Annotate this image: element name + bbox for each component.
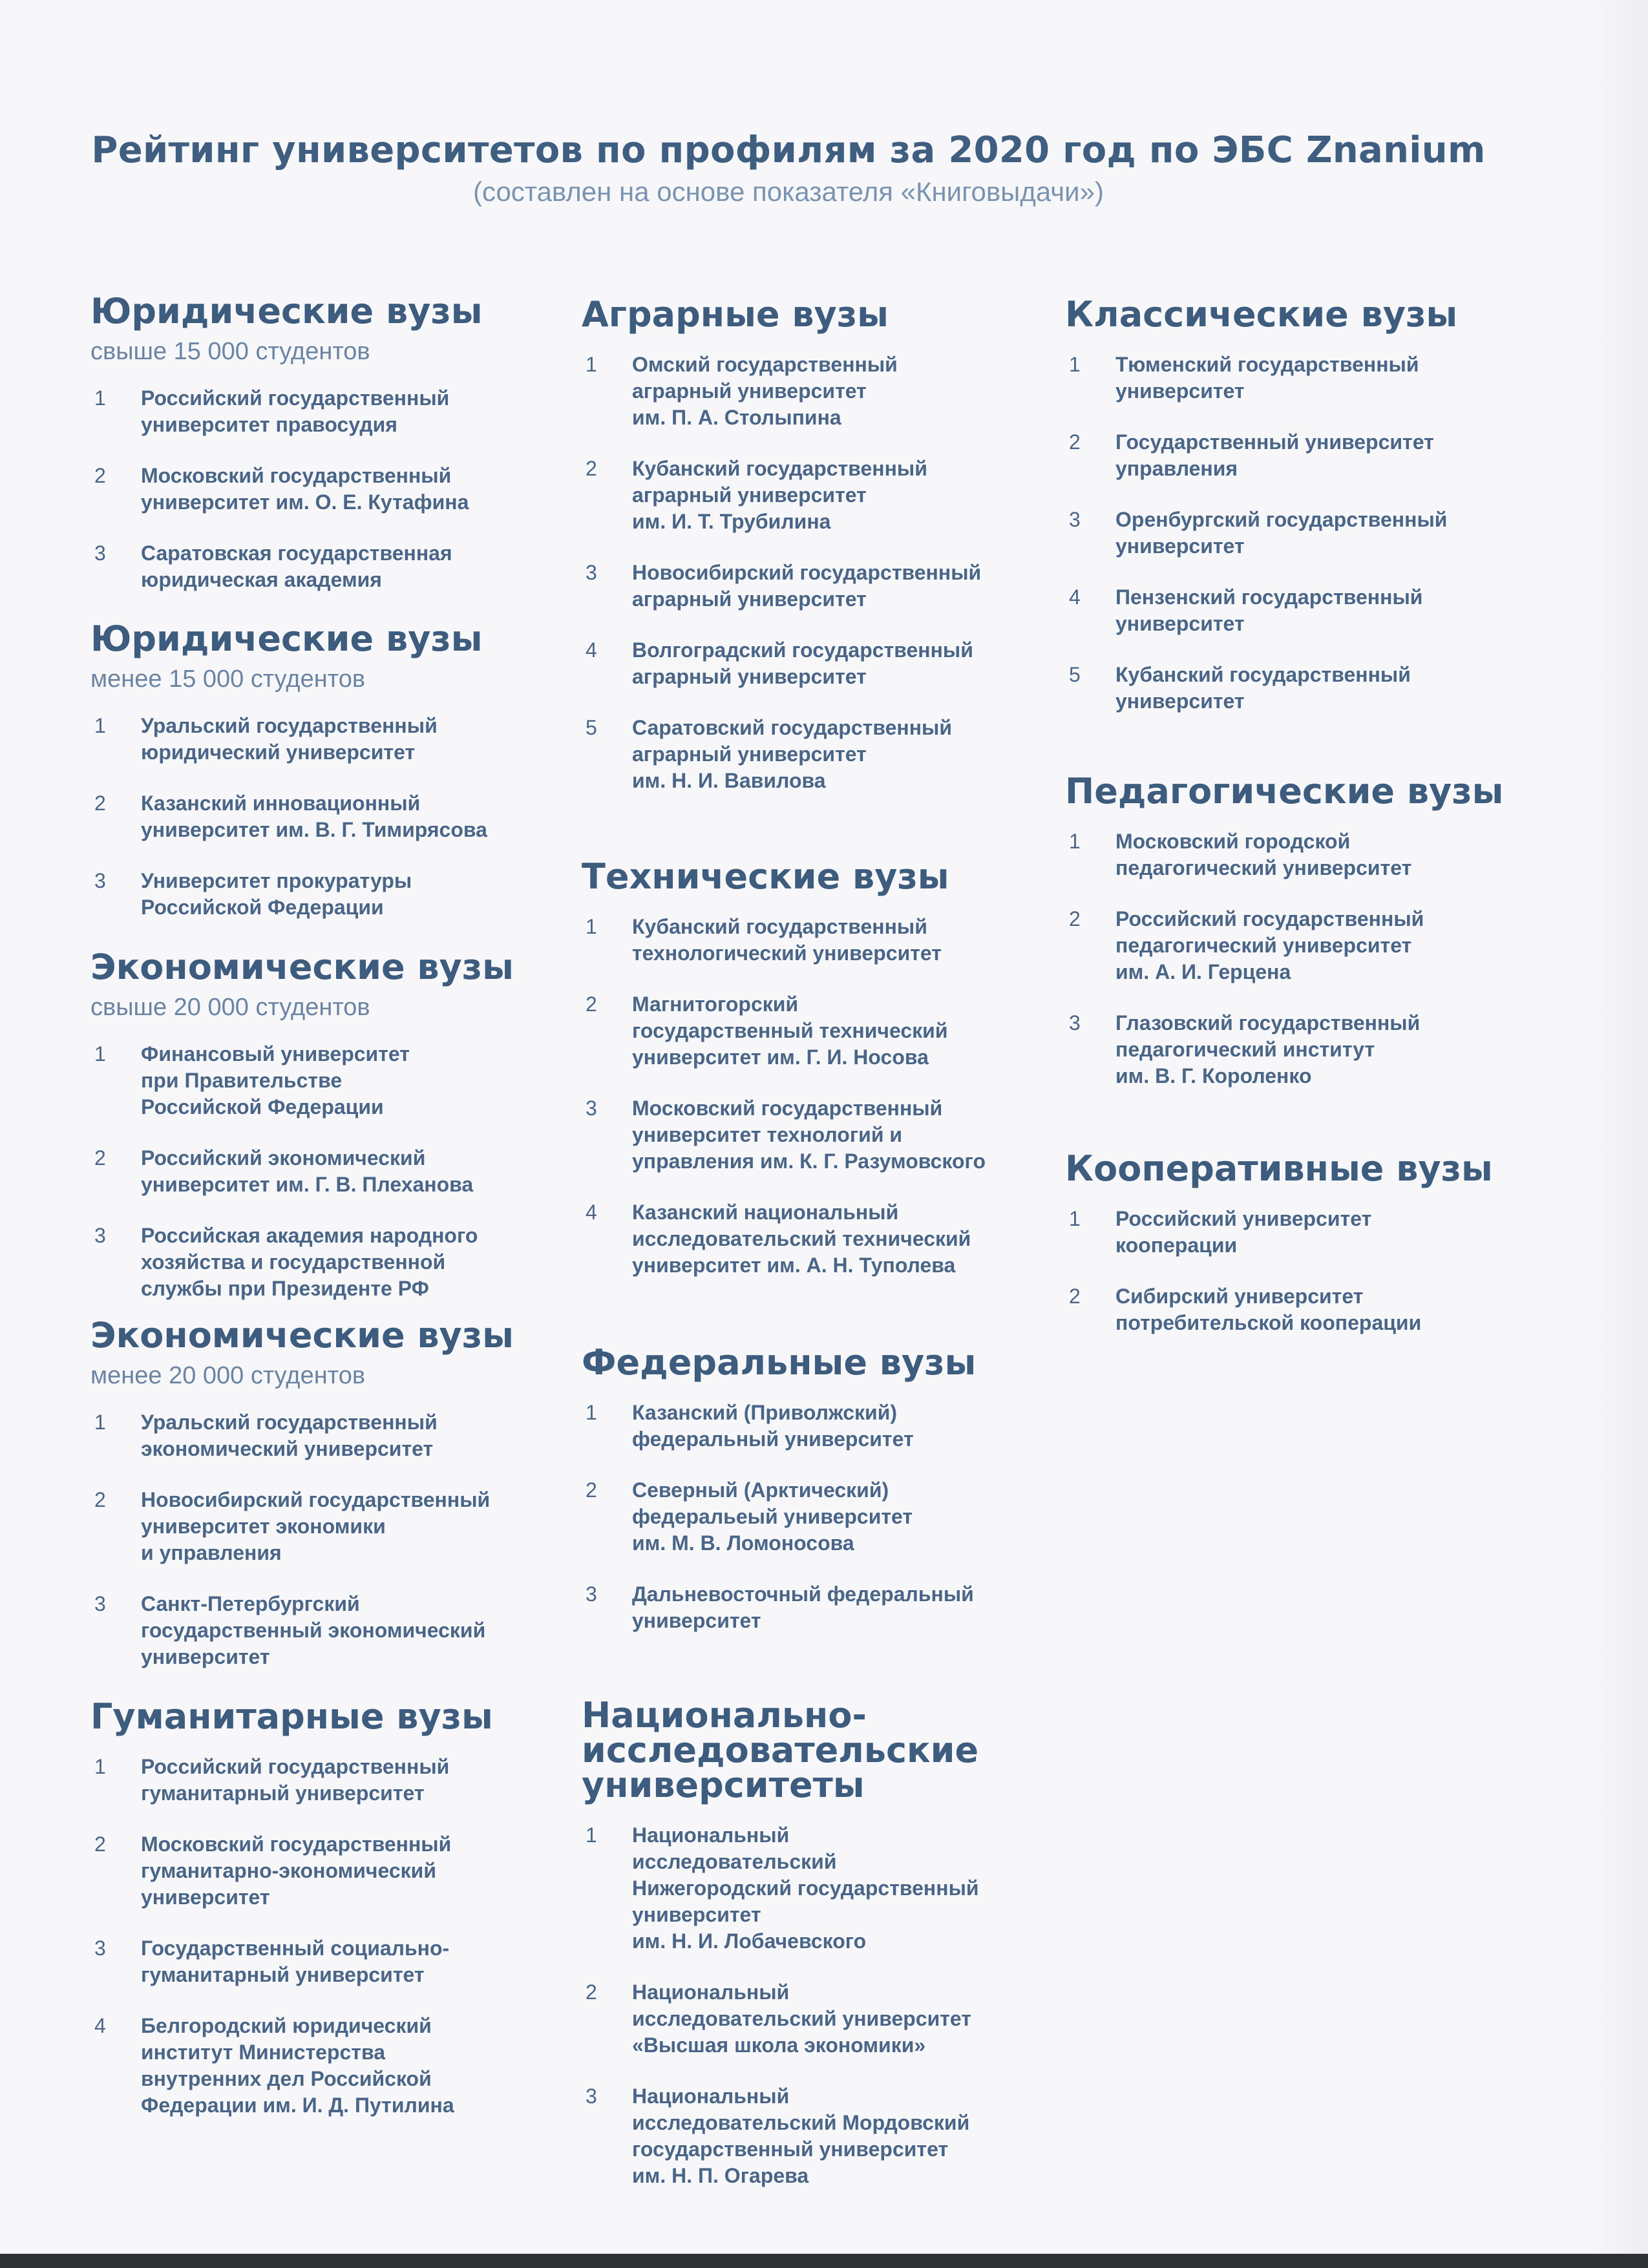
ranking-item [582, 1979, 1060, 2059]
ranking-item [90, 1145, 556, 1198]
rank-number: 1 [94, 1755, 106, 1778]
ranking-list [90, 1409, 556, 1670]
university-name: Тюменский государственный университет [1115, 353, 1419, 403]
section-title: Гуманитарные вузы [90, 1696, 493, 1737]
rank-number: 1 [586, 353, 597, 376]
university-name: Дальневосточный федеральный университет [632, 1582, 974, 1632]
rank-number: 2 [94, 464, 106, 487]
ranking-item [1065, 352, 1530, 404]
university-name: Государственный социально- гуманитарный университет [141, 1937, 450, 1986]
ranking-item [90, 1487, 556, 1566]
rank-number: 3 [94, 1592, 106, 1615]
section-title: Экономические вузы [90, 1315, 514, 1356]
ranking-item [90, 540, 543, 593]
ranking-item [1065, 507, 1530, 560]
section-humanities [90, 1696, 556, 2143]
rank-number: 3 [94, 1937, 106, 1960]
ranking-item [582, 1822, 1060, 1955]
page-subtitle: (составлен на основе показателя «Книговыдачи») [472, 176, 1104, 207]
rank-number: 3 [94, 869, 106, 892]
rank-number: 4 [1069, 585, 1081, 609]
section-research [582, 1695, 1060, 2214]
rank-number: 2 [94, 792, 106, 815]
section-subtitle: свыше 15 000 студентов [90, 338, 370, 365]
section-title: Юридические вузы [90, 618, 483, 659]
section-title: Педагогические вузы [1065, 771, 1504, 812]
ranking-item [90, 1041, 556, 1120]
rank-number: 3 [94, 541, 106, 565]
university-name: Государственный университет управления [1115, 430, 1434, 480]
ranking-item [582, 456, 1047, 535]
section-subtitle: менее 20 000 студентов [90, 1362, 366, 1389]
university-name: Московский государственный гуманитарно-экономический университет [141, 1832, 452, 1909]
university-name: Омский государственный аграрный университет им. П. А. Столыпина [632, 353, 898, 429]
section-law-big [90, 291, 543, 618]
university-name: Волгоградский государственный аграрный университет [632, 638, 973, 688]
university-name: Российский государственный педагогический университет им. А. И. Герцена [1115, 907, 1424, 983]
ranking-item [582, 352, 1047, 431]
ranking-item [90, 1831, 556, 1911]
rank-number: 2 [1069, 1285, 1081, 1308]
ranking-item [582, 1581, 1047, 1634]
ranking-item [1065, 1010, 1530, 1089]
rank-number: 4 [586, 638, 597, 662]
section-federal [582, 1342, 1047, 1659]
ranking-item [90, 1754, 556, 1807]
rank-number: 2 [94, 1832, 106, 1856]
rank-number: 1 [1069, 830, 1081, 853]
rank-number: 2 [586, 992, 597, 1016]
ranking-item [90, 713, 543, 766]
rank-number: 1 [94, 386, 106, 410]
rank-number: 1 [586, 915, 597, 938]
rank-number: 1 [94, 1042, 106, 1066]
rank-number: 5 [586, 716, 597, 739]
university-name: Московский государственный университет технологий и управления им. К. Г. Разумовского [632, 1097, 986, 1173]
section-title: Аграрные вузы [582, 294, 889, 335]
rank-number: 3 [586, 2084, 597, 2108]
university-name: Национальный исследовательский Нижегородский государственный университет им. Н. И. Лобачевского [632, 1823, 979, 1953]
scan-edge-right [1593, 0, 1648, 2268]
section-pedagogical [1065, 771, 1530, 1114]
university-name: Российский университет кооперации [1115, 1207, 1372, 1257]
university-name: Пензенский государственный университет [1115, 585, 1423, 635]
scan-edge-bottom [0, 2254, 1648, 2268]
university-name: Глазовский государственный педагогический институт им. В. Г. Короленко [1115, 1011, 1421, 1087]
ranking-item [582, 560, 1047, 613]
ranking-item [90, 1591, 556, 1670]
section-law-small [90, 618, 543, 945]
section-title: Экономические вузы [90, 947, 514, 987]
section-subtitle: свыше 20 000 студентов [90, 994, 370, 1021]
section-title: Кооперативные вузы [1065, 1148, 1493, 1189]
university-name: Национальный исследовательский Мордовский государственный университет им. Н. П. Огарева [632, 2084, 970, 2187]
rank-number: 1 [1069, 1207, 1081, 1230]
ranking-list [90, 713, 543, 921]
rank-number: 2 [586, 1478, 597, 1502]
ranking-item [1065, 662, 1530, 715]
ranking-item [90, 790, 543, 843]
ranking-item [582, 2083, 1060, 2189]
rank-number: 3 [586, 1097, 597, 1120]
ranking-list [582, 1400, 1047, 1634]
rank-number: 3 [586, 1582, 597, 1606]
university-name: Кубанский государственный технологический университет [632, 915, 942, 965]
ranking-list [582, 1822, 1060, 2189]
university-name: Казанский инновационный университет им. В. Г. Тимирясова [141, 792, 487, 841]
ranking-item [90, 868, 543, 921]
rank-number: 3 [586, 561, 597, 584]
rank-number: 5 [1069, 663, 1081, 686]
university-name: Кубанский государственный университет [1115, 663, 1411, 713]
rank-number: 1 [586, 1823, 597, 1847]
university-name: Уральский государственный экономический университет [141, 1411, 438, 1460]
section-classical [1065, 294, 1530, 739]
rank-number: 2 [94, 1146, 106, 1170]
rank-number: 2 [586, 457, 597, 480]
university-name: Московский городской педагогический университет [1115, 830, 1412, 879]
university-name: Российский государственный университет правосудия [141, 386, 450, 436]
section-title: Федеральные вузы [582, 1342, 977, 1383]
rank-number: 1 [94, 714, 106, 737]
university-name: Российская академия народного хозяйства и государственной службы при Президенте РФ [141, 1224, 478, 1300]
university-name: Национальный исследовательский университет «Высшая школа экономики» [632, 1980, 971, 2057]
university-name: Сибирский университет потребительской кооперации [1115, 1285, 1422, 1334]
section-agrarian [582, 294, 1047, 819]
ranking-item [582, 1477, 1047, 1557]
section-cooperative [1065, 1148, 1530, 1361]
rank-number: 4 [586, 1201, 597, 1224]
university-name: Российский экономический университет им. Г. В. Плеханова [141, 1146, 474, 1196]
university-name: Северный (Арктический) федеральеый университет им. М. В. Ломоносова [632, 1478, 913, 1555]
university-name: Саратовский государственный аграрный университет им. Н. И. Вавилова [632, 716, 953, 792]
section-technical [582, 856, 1060, 1303]
ranking-list [90, 385, 543, 593]
rank-number: 2 [94, 1488, 106, 1511]
ranking-list [1065, 1206, 1530, 1336]
ranking-item [1065, 906, 1530, 985]
rank-number: 2 [1069, 907, 1081, 930]
ranking-item [582, 715, 1047, 794]
university-name: Оренбургский государственный университет [1115, 508, 1448, 558]
ranking-item [90, 2013, 556, 2119]
ranking-item [582, 1095, 1060, 1175]
rank-number: 4 [94, 2014, 106, 2037]
university-name: Уральский государственный юридический университет [141, 714, 438, 764]
ranking-list [90, 1041, 556, 1302]
ranking-list [1065, 352, 1530, 715]
ranking-list [582, 352, 1047, 794]
ranking-item [582, 637, 1047, 690]
university-name: Университет прокуратуры Российской Федерации [141, 869, 412, 919]
section-title: Юридические вузы [90, 291, 483, 331]
ranking-item [582, 914, 1060, 967]
rank-number: 2 [586, 1980, 597, 2004]
ranking-item [90, 1935, 556, 1988]
university-name: Российский государственный гуманитарный университет [141, 1755, 450, 1805]
document-header [0, 129, 1577, 207]
ranking-item [90, 463, 543, 516]
ranking-list [90, 1754, 556, 2119]
ranking-item [1065, 1283, 1530, 1336]
section-econ-big [90, 947, 556, 1327]
ranking-item [1065, 828, 1530, 881]
rank-number: 1 [586, 1401, 597, 1424]
university-name: Магнитогорский государственный технический университет им. Г. И. Носова [632, 992, 948, 1069]
section-title: Национально- исследовательские университеты [582, 1695, 979, 1805]
university-name: Финансовый университет при Правительстве Российской Федерации [141, 1042, 410, 1118]
ranking-item [90, 1223, 556, 1302]
rank-number: 3 [1069, 1011, 1081, 1034]
ranking-item [1065, 429, 1530, 482]
page-title: Рейтинг университетов по профилям за 2020 год по ЭБС Znanium [91, 129, 1486, 171]
rank-number: 1 [94, 1411, 106, 1434]
university-name: Казанский национальный исследовательский технический университет им. А. Н. Туполева [632, 1201, 971, 1277]
university-name: Санкт-Петербургский государственный экономический университет [141, 1592, 486, 1668]
ranking-item [1065, 584, 1530, 637]
ranking-list [1065, 828, 1530, 1089]
section-subtitle: менее 15 000 студентов [90, 666, 366, 693]
university-name: Московский государственный университет им. О. Е. Кутафина [141, 464, 469, 514]
university-name: Новосибирский государственный университет экономики и управления [141, 1488, 491, 1564]
section-econ-small [90, 1315, 556, 1695]
university-name: Кубанский государственный аграрный университет им. И. Т. Трубилина [632, 457, 927, 533]
section-title: Технические вузы [582, 856, 949, 897]
university-name: Саратовская государственная юридическая академия [141, 541, 452, 591]
ranking-list [582, 914, 1060, 1279]
ranking-item [582, 1199, 1060, 1279]
ranking-item [90, 1409, 556, 1462]
rank-number: 3 [1069, 508, 1081, 531]
rank-number: 1 [1069, 353, 1081, 376]
university-name: Казанский (Приволжский) федеральный университет [632, 1401, 914, 1451]
ranking-item [582, 1400, 1047, 1453]
university-name: Белгородский юридический институт Министерства внутренних дел Российской Федерации им. И. Д. Путилина [141, 2014, 454, 2117]
ranking-item [90, 385, 543, 438]
rank-number: 2 [1069, 430, 1081, 454]
university-name: Новосибирский государственный аграрный университет [632, 561, 982, 611]
ranking-item [582, 991, 1060, 1071]
section-title: Классические вузы [1065, 294, 1458, 335]
rank-number: 3 [94, 1224, 106, 1247]
ranking-item [1065, 1206, 1530, 1259]
